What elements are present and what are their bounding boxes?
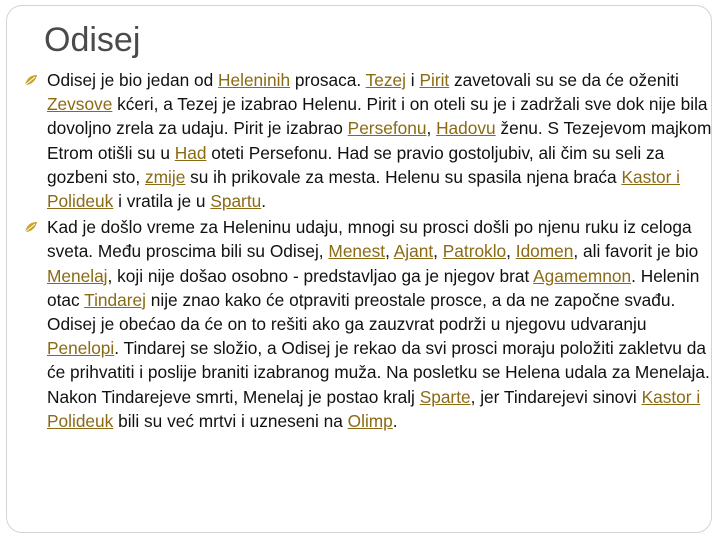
- text-segment: ženu. S Tezejevom majkom Etrom otišli su u: [47, 118, 712, 163]
- hyperlink[interactable]: Sparte: [419, 386, 471, 407]
- paragraph-text: [47, 217, 710, 431]
- text-segment: , jer Tindarejevi sinovi: [470, 386, 642, 407]
- hyperlink[interactable]: Tezej: [365, 70, 406, 90]
- text-segment: . Tindarej se složio, a Odisej je rekao da svi prosci moraju položiti zakletvu da će prihvatiti i poslije braniti izabranog muža. Na posletku se Helena udala za Menelaja. Nakon Tindarejeve smrti, Menelaj je postao kralj: [47, 338, 710, 407]
- paragraph-1: [24, 68, 714, 213]
- text-segment: ,: [426, 118, 437, 139]
- hyperlink[interactable]: zmije: [145, 166, 186, 187]
- hyperlink[interactable]: Persefonu: [347, 118, 427, 139]
- text-segment: kćeri, a Tezej je izabrao Helenu. Pirit i on oteli su je i zadržali sve dok nije bila dovoljno zrela za udaju. Pirit je izabrao: [47, 94, 708, 139]
- hyperlink[interactable]: Olimp: [347, 410, 393, 431]
- slide-body: [24, 68, 714, 435]
- hyperlink[interactable]: Tindarej: [84, 289, 146, 310]
- text-segment: , koji nije došao osobno - predstavljao ga je njegov brat: [107, 265, 534, 286]
- text-segment: .: [261, 191, 267, 212]
- text-segment: .: [392, 410, 398, 431]
- hyperlink[interactable]: Agamemnon: [533, 265, 632, 286]
- hyperlink[interactable]: Menelaj: [47, 265, 108, 286]
- text-segment: nije znao kako će otpraviti preostale prosce, a da ne započne svađu. Odisej je obećao da će on to rešiti ako ga zauzvrat podrži u njegovu udvaranju: [47, 289, 676, 335]
- paragraph-2: [24, 215, 714, 433]
- hyperlink[interactable]: Zevsove: [47, 94, 113, 115]
- hyperlink[interactable]: Kastor i Polideuk: [47, 166, 681, 212]
- hyperlink[interactable]: Penelopi: [47, 338, 115, 359]
- hyperlink[interactable]: Menest: [328, 241, 386, 262]
- text-segment: Kad je došlo vreme za Heleninu udaju, mnogi su prosci došli po njenu ruku iz celoga sveta. Među proscima bili su Odisej,: [47, 217, 692, 262]
- hyperlink[interactable]: Heleninih: [218, 70, 291, 90]
- text-segment: . Helenin otac: [47, 265, 700, 310]
- text-segment: su ih prikovale za mesta. Helenu su spasila njena braća: [185, 166, 622, 187]
- text-segment: oteti Persefonu. Had se pravio gostoljubiv, ali čim su seli za gozbeni sto,: [47, 142, 665, 187]
- text-segment: , ali favorit je bio: [573, 241, 699, 262]
- hyperlink[interactable]: Had: [174, 142, 207, 163]
- text-segment: prosaca.: [290, 70, 366, 90]
- text-segment: i vratila je u: [113, 191, 211, 212]
- text-segment: zavetovali su se da će oženiti: [449, 70, 679, 90]
- hyperlink[interactable]: Pirit: [419, 70, 450, 90]
- hyperlink[interactable]: Kastor i Polideuk: [47, 386, 701, 431]
- slide-title: Odisej: [44, 21, 141, 59]
- text-segment: ,: [385, 241, 394, 262]
- hyperlink[interactable]: Ajant: [393, 241, 434, 262]
- leaf-bullet-icon: [24, 221, 38, 233]
- text-segment: ,: [506, 241, 516, 262]
- hyperlink[interactable]: Spartu: [210, 191, 262, 212]
- text-segment: Odisej je bio jedan od: [47, 70, 219, 90]
- leaf-bullet-icon: [24, 74, 38, 86]
- hyperlink[interactable]: Patroklo: [442, 241, 507, 262]
- text-segment: i: [406, 70, 420, 90]
- paragraph-text: [47, 70, 711, 211]
- hyperlink[interactable]: Idomen: [515, 241, 574, 262]
- hyperlink[interactable]: Hadovu: [436, 118, 496, 139]
- text-segment: ,: [433, 241, 443, 262]
- text-segment: bili su već mrtvi i uzneseni na: [113, 410, 348, 431]
